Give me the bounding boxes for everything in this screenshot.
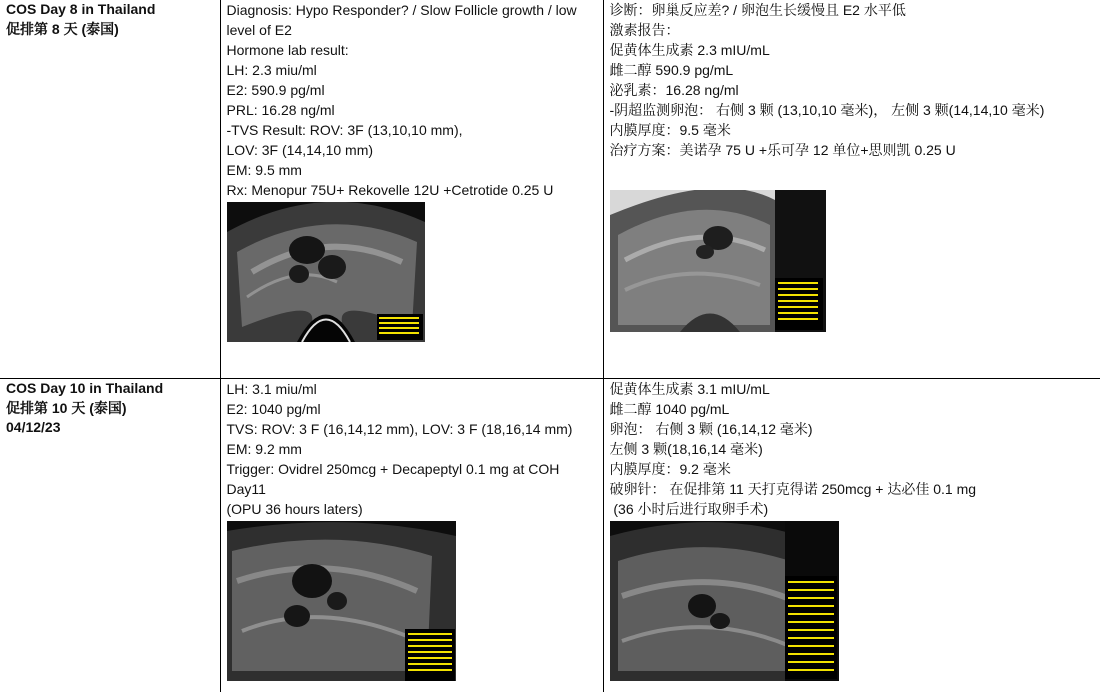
lh-value: LH: 3.1 miu/ml xyxy=(226,381,317,397)
prl-value: PRL: 16.28 ng/ml xyxy=(226,102,335,118)
follicle-left-cn: 左侧 3 颗(18,16,14 毫米) xyxy=(609,441,763,457)
trigger-line: Trigger: Ovidrel 250mcg + Decapeptyl 0.1 mg at COH Day11 xyxy=(226,461,560,497)
em-value-cn: 内膜厚度：9.5 毫米 xyxy=(609,122,731,138)
trigger-line-cn: 破卵针： 在促排第 11 天打克得诺 250mcg + 达必佳 0.1 mg xyxy=(609,481,977,497)
ultrasound-image xyxy=(227,521,456,681)
opu-note-cn: (36 小时后进行取卵手术) xyxy=(609,501,769,517)
day-label-cn: 促排第 8 天 (泰国) xyxy=(6,20,119,37)
day-label-en: COS Day 10 in Thailand xyxy=(6,380,164,396)
day-label-cn: 促排第 10 天 (泰国) xyxy=(6,399,127,416)
lh-value-cn: 促黄体生成素 3.1 mIU/mL xyxy=(609,381,770,397)
e2-value: E2: 1040 pg/ml xyxy=(226,401,321,417)
ultrasound-image xyxy=(610,521,839,681)
tvs-lov-line: LOV: 3F (14,14,10 mm) xyxy=(226,142,374,158)
e2-value-cn: 雌二醇 1040 pg/mL xyxy=(609,401,730,417)
diagnosis-line-cn: 诊断：卵巢反应差? / 卵泡生长缓慢且 E2 水平低 xyxy=(609,2,906,18)
ultrasound-image xyxy=(227,202,425,342)
lh-value-cn: 促黄体生成素 2.3 mIU/mL xyxy=(609,42,770,58)
ultrasound-image xyxy=(610,190,826,332)
english-notes-cell xyxy=(220,0,603,379)
opu-note: (OPU 36 hours laters) xyxy=(226,501,363,517)
tvs-line-cn: -阴超监测卵泡： 右侧 3 颗 (13,10,10 毫米)， 左侧 3 颗(14,14,10 毫米) xyxy=(609,102,1045,118)
date-label: 04/12/23 xyxy=(6,419,61,435)
e2-value-cn: 雌二醇 590.9 pg/mL xyxy=(609,62,734,78)
english-notes-cell xyxy=(220,379,603,693)
follicle-right-cn: 卵泡： 右侧 3 颗 (16,14,12 毫米) xyxy=(609,421,813,437)
prl-value-cn: 泌乳素：16.28 ng/ml xyxy=(609,82,739,98)
lh-value: LH: 2.3 miu/ml xyxy=(226,62,317,78)
hormone-heading: Hormone lab result: xyxy=(226,42,349,58)
hormone-heading-cn: 激素报告： xyxy=(609,22,680,38)
day-label-cell xyxy=(0,0,220,379)
day-label-cell xyxy=(0,379,220,693)
day-label-en: COS Day 8 in Thailand xyxy=(6,1,156,17)
chinese-notes-cell xyxy=(603,379,1100,693)
em-value-cn: 内膜厚度：9.2 毫米 xyxy=(609,461,731,477)
rx-line: Rx: Menopur 75U+ Rekovelle 12U +Cetrotide 0.25 U xyxy=(226,182,554,198)
tvs-line: TVS: ROV: 3 F (16,14,12 mm), LOV: 3 F (18,16,14 mm) xyxy=(226,421,573,437)
chinese-notes-cell xyxy=(603,0,1100,379)
diagnosis-line: Diagnosis: Hypo Responder? / Slow Follicle growth / low level of E2 xyxy=(226,2,577,38)
em-value: EM: 9.5 mm xyxy=(226,162,302,178)
tvs-rov-line: -TVS Result: ROV: 3F (13,10,10 mm), xyxy=(226,122,463,138)
em-value: EM: 9.2 mm xyxy=(226,441,302,457)
table-row xyxy=(0,379,1100,693)
e2-value: E2: 590.9 pg/ml xyxy=(226,82,325,98)
rx-line-cn: 治疗方案：美诺孕 75 U +乐可孕 12 单位+思则凯 0.25 U xyxy=(609,142,956,158)
